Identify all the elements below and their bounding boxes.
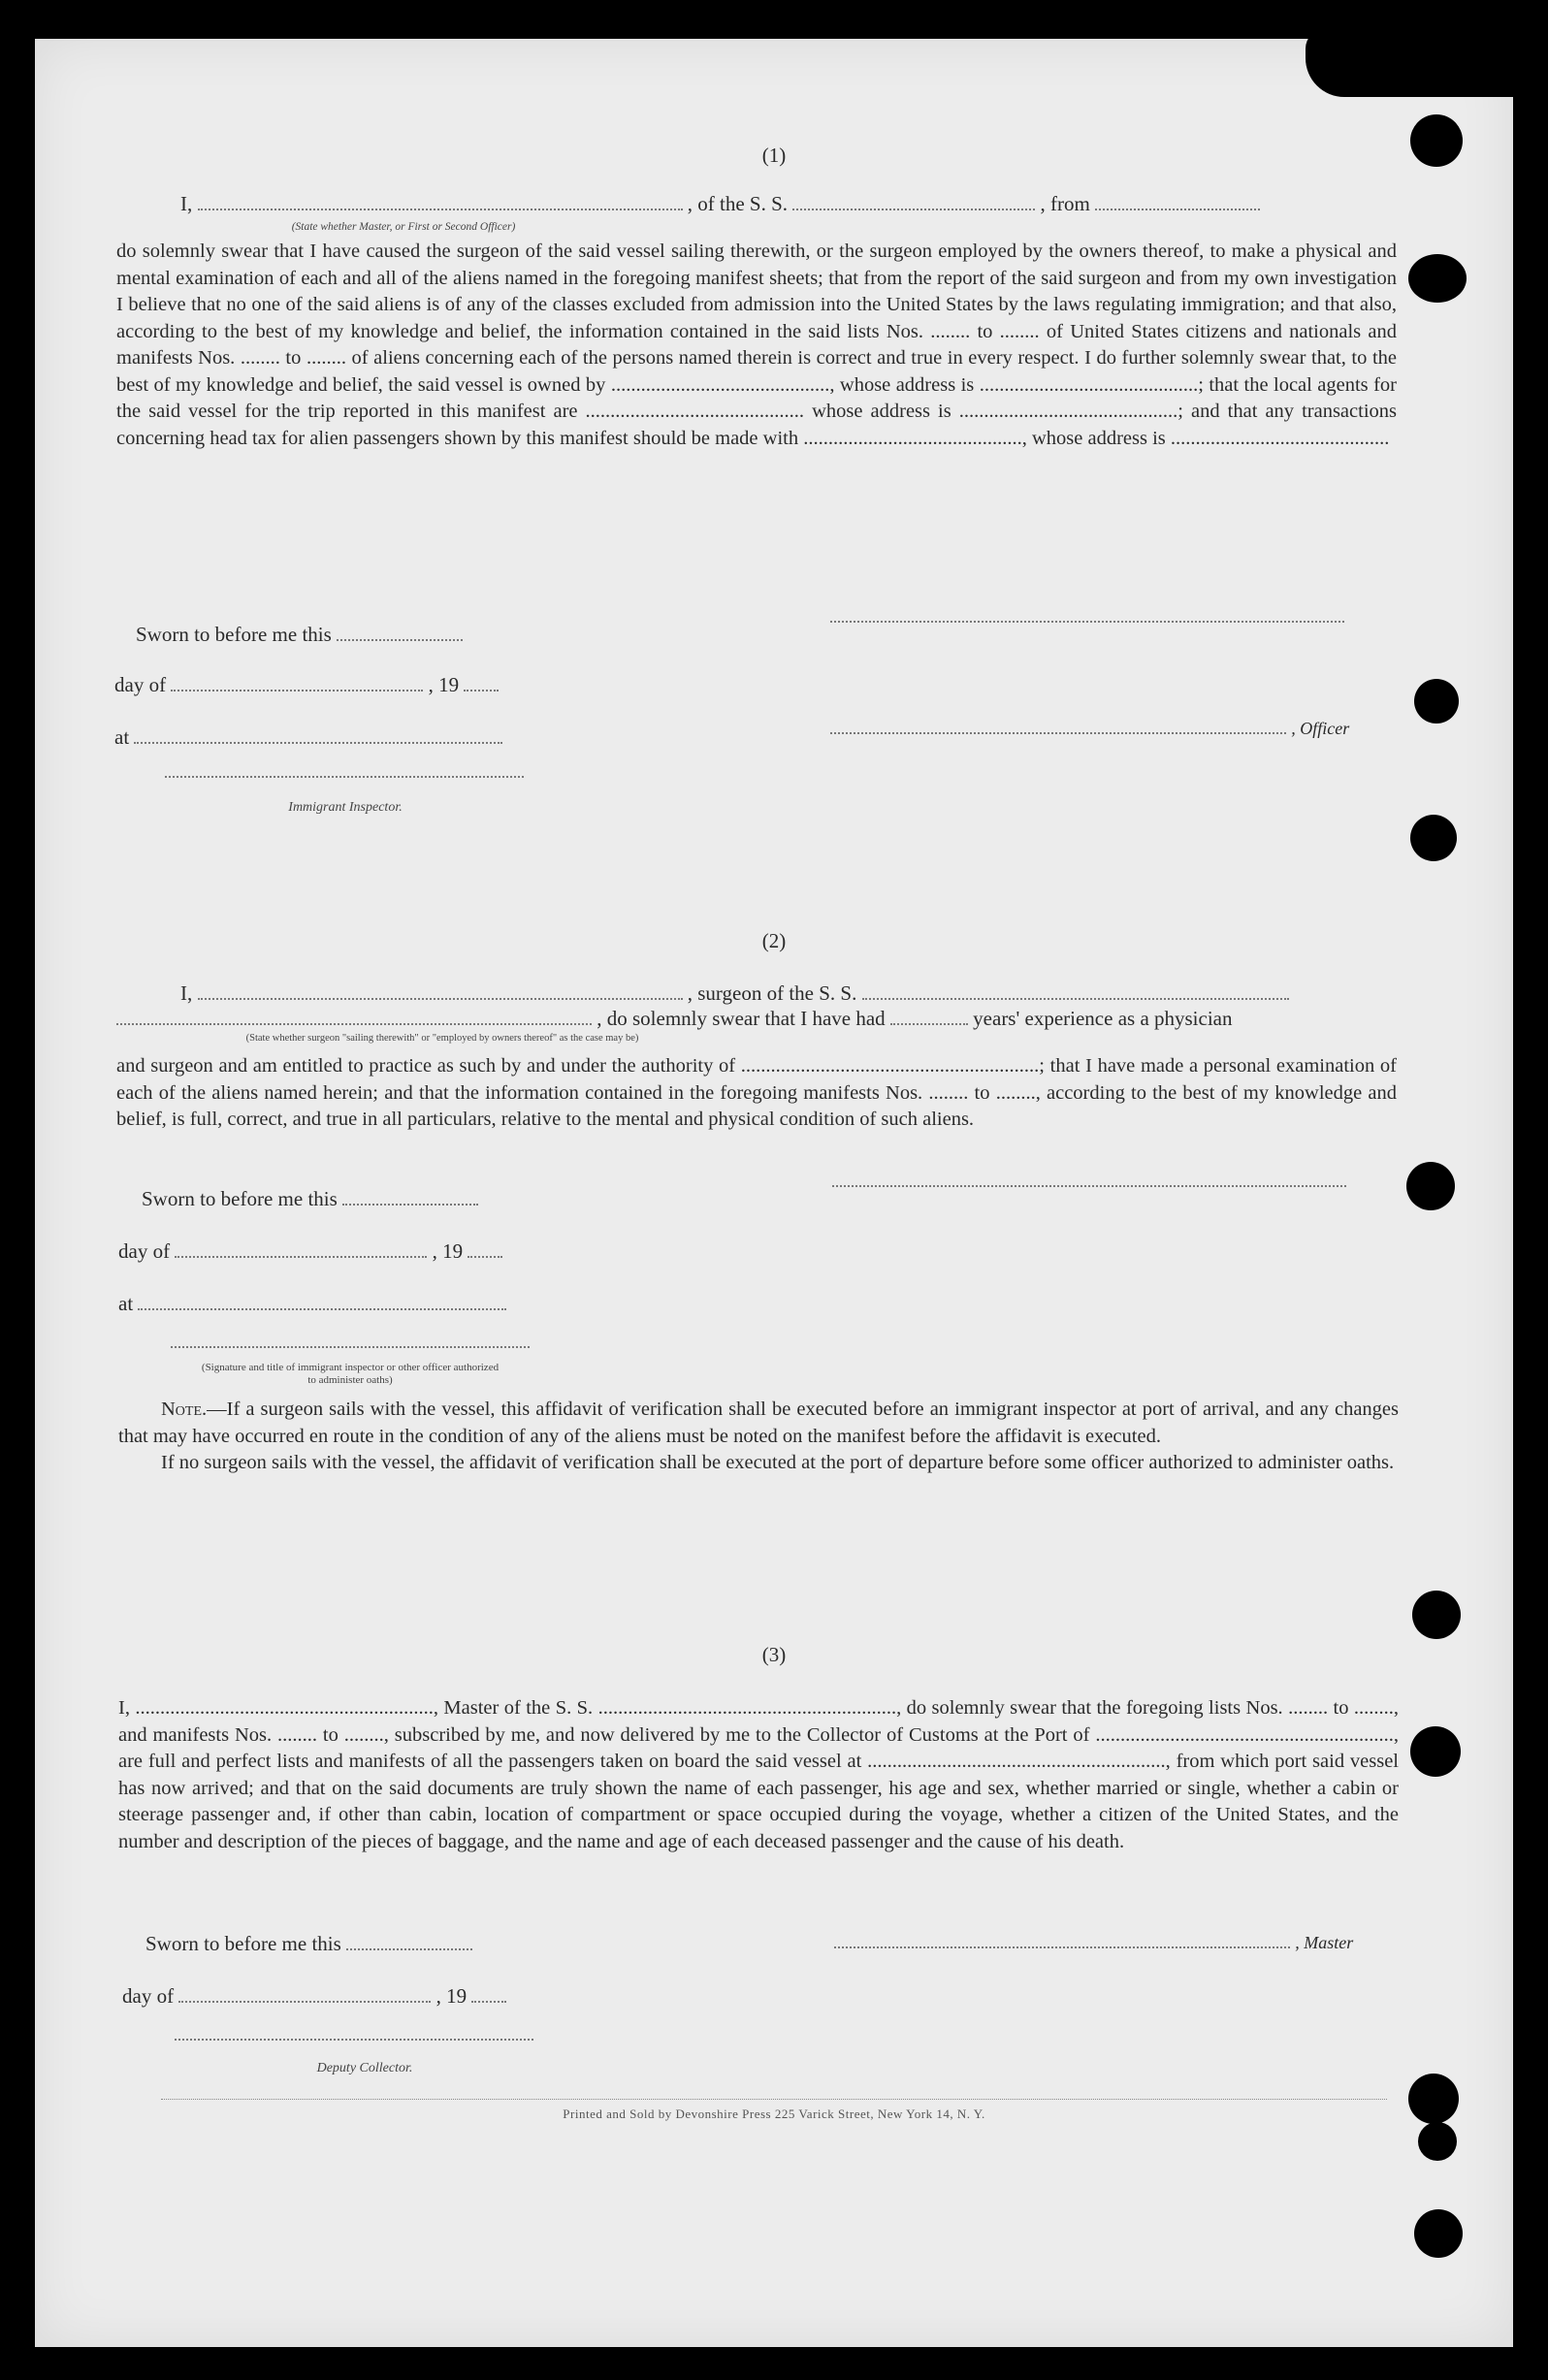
deputy-collector-label: Deputy Collector. [316,2061,413,2075]
section2-number: (2) [761,929,787,952]
surgeon-signature-line [832,1185,1346,1187]
section3-day: day of , 19 [122,1984,506,2009]
section2-note: Note.—If a surgeon sails with the vessel, this affidavit of verification shall be executed before an immigrant inspector at port of arrival, and any changes that may have occurred en route in the condition of any of the aliens must be noted on the manifest before the affidavit is executed. If no surgeon sails with the vessel, the affidavit of verification shall be executed at the port of departure before some officer authorized to administer oaths. [118,1399,1399,1473]
from-field [1095,195,1260,210]
note-surgeon: (State whether surgeon "sailing therewith" or "employed by owners thereof" as the case may be) [245,1033,639,1044]
section2-day: day of , 19 [118,1239,502,1264]
punch-hole [1410,1726,1461,1777]
section1-sworn: Sworn to before me this [136,623,463,647]
inspector-signature-line [165,776,524,778]
section2-at: at [118,1292,506,1316]
section3-number: (3) [761,1643,787,1666]
immigrant-inspector-label: Immigrant Inspector. [288,800,403,815]
form-page [35,39,1513,2347]
punch-hole [1414,679,1459,724]
note-master: (State whether Master, or First or Second Officer) [291,221,516,233]
officer-signature-line [830,621,1344,623]
section2-body: and surgeon and am entitled to practice as such by and under the authority of ............................................................; that I have made a personal examination of each of the aliens named herein; and that the information contained in the foregoing manifests Nos. ........ to ........, according to the best of my knowledge and belief, is full, correct, and true in all particulars, relative to the mental and physical condition of such aliens. [116,1055,1397,1130]
section3-sworn: Sworn to before me this [145,1932,472,1956]
punch-hole [1412,1591,1461,1639]
printer-footer: Printed and Sold by Devonshire Press 225 Varick Street, New York 14, N. Y. [563,2107,985,2121]
officer-line: , Officer [830,716,1349,740]
punch-hole [1410,815,1457,861]
master-line: , Master [834,1930,1353,1954]
section1-number: (1) [761,144,787,167]
section2-inspector-line [171,1346,530,1348]
signature-note: (Signature and title of immigrant inspector or other officer authorized to administer oaths) [201,1362,500,1386]
section2-sworn: Sworn to before me this [142,1187,478,1211]
section1-at: at [114,725,502,750]
punch-hole [1414,2209,1463,2258]
section1-day: day of , 19 [114,673,499,697]
section3-body: I, ............................................................, Master of the S. S. ............................................................, do solemnly swear that the foregoing lists Nos. ........ to ........, and manifests Nos. ........ to ........, subscribed by me, and now delivered by me to the Collector of Customs at the Port of ............................................................, are full and perfect lists and manifests of all the passengers taken on board the said vessel at ............................................................, from which port said vessel has now arrived; and that on the said documents are truly shown the name of each passenger, his age and sex, whether married or single, whether a cabin or steerage passenger and, if other than cabin, location of compartment or space occupied during the voyage, whether a citizen of the United States, and the number and description of the pieces of baggage, and the name and age of each deceased passenger and the cause of his death. [118,1697,1399,1852]
punch-hole [1408,254,1467,303]
section1-line1: I, , of the S. S. , from [180,192,1260,216]
torn-corner [1306,29,1529,97]
punch-hole [1418,2122,1457,2161]
name-field [198,195,683,210]
section1-body: do solemnly swear that I have caused the surgeon of the said vessel sailing therewith, or the surgeon employed by the owners thereof, to make a physical and mental examination of each and all of the aliens named in the foregoing manifest sheets; that from the report of the said surgeon and from my own investigation I believe that no one of the said aliens is of any of the classes excluded from admission into the United States by the laws regulating immigration; and that also, according to the best of my knowledge and belief, the information contained in the said lists Nos. ........ to ........ of United States citizens and nationals and manifests Nos. ........ to ........ of aliens concerning each of the persons named therein is correct and true in every respect. I do further solemnly swear that, to the best of my knowledge and belief, the said vessel is owned by ............................................, whose address is ............................................; that the local agents for the said vessel for the trip reported in this manifest are ............................................ whose address is ............................................; and that any transactions concerning head tax for alien passengers shown by this manifest should be made with ............................................, whose address is ............................................ [116,241,1397,449]
deputy-signature-line [175,2039,533,2041]
footer-rule [161,2099,1387,2100]
punch-hole [1406,1162,1455,1210]
vessel-field [792,195,1035,210]
section2-line2: , do solemnly swear that I have had years' experience as a physician [116,1007,1233,1031]
section2-line1: I, , surgeon of the S. S. [180,981,1289,1006]
